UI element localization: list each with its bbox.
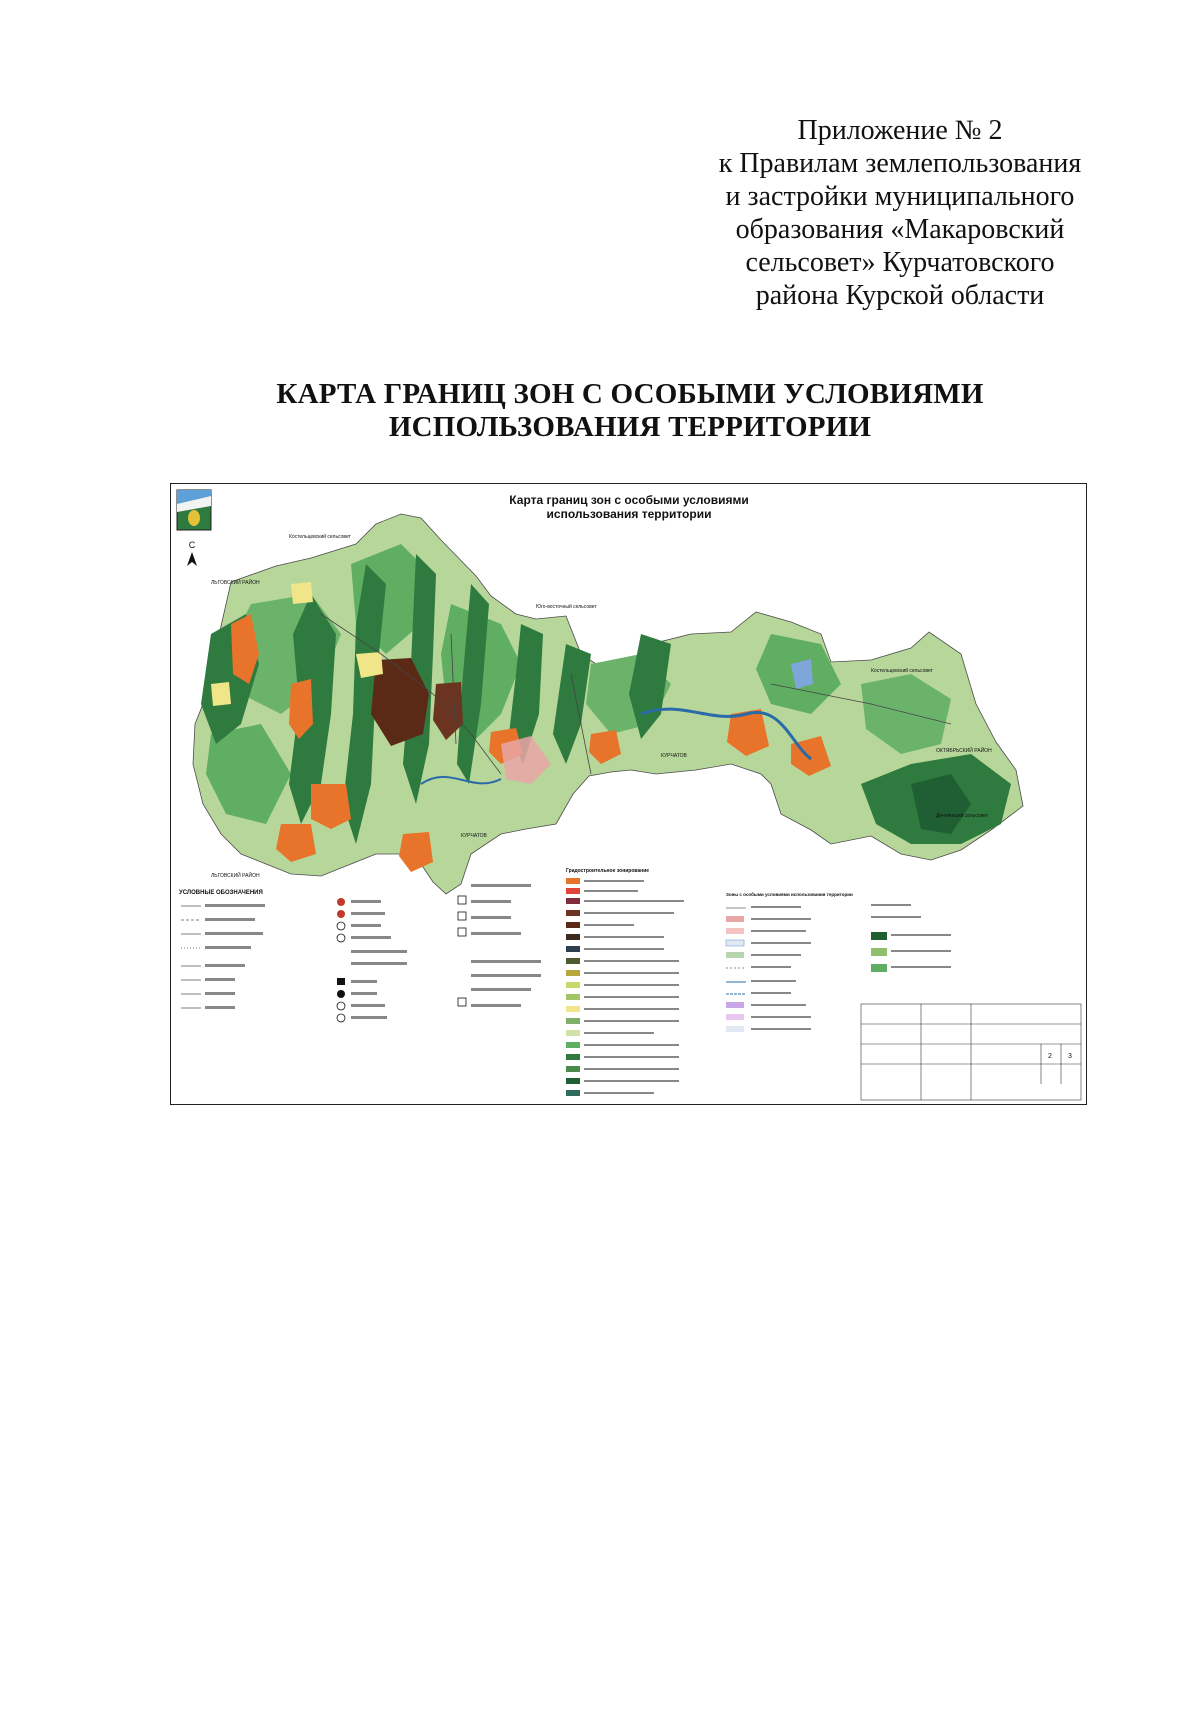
zoning-legend: [566, 868, 684, 1096]
label-kurchatov-2: КУРЧАТОВ: [461, 833, 487, 839]
stamp-sheets: 3: [1068, 1053, 1072, 1060]
appendix-note: [690, 114, 1110, 312]
map-header-line: Карта границ зон с особыми условиями: [509, 493, 749, 507]
appendix-line: Приложение № 2: [797, 115, 1003, 146]
appendix-line: и застройки муниципального: [725, 181, 1075, 212]
appendix-line: сельсовет» Курчатовского: [745, 247, 1055, 278]
appendix-line: образования «Макаровский: [735, 214, 1065, 245]
label-kostel-right: Костельцевский сельсовет: [871, 668, 933, 674]
stamp-sheet: 2: [1048, 1053, 1052, 1060]
appendix-line: района Курской области: [755, 280, 1045, 311]
title-block: [861, 1004, 1081, 1100]
label-oktyabr-raion: ОКТЯБРЬСКИЙ РАЙОН: [936, 748, 992, 754]
label-lgov-raion-bottom: ЛЬГОВСКИЙ РАЙОН: [211, 873, 260, 879]
zoning-map: [170, 483, 1087, 1105]
appendix-line: к Правилам землепользования: [718, 148, 1082, 179]
legend-heading: УСЛОВНЫЕ ОБОЗНАЧЕНИЯ: [179, 890, 263, 896]
document-title: [170, 378, 1090, 444]
legend: [179, 884, 541, 1022]
label-kurchatov-1: КУРЧАТОВ: [661, 753, 687, 759]
label-dichnyan: Дичнянский сельсовет: [936, 813, 989, 819]
label-lgov-raion-top: ЛЬГОВСКИЙ РАЙОН: [211, 580, 260, 586]
map-header-line: использования территории: [546, 507, 712, 521]
title-line: ИСПОЛЬЗОВАНИЯ ТЕРРИТОРИИ: [388, 411, 872, 443]
zouit-legend: [726, 891, 951, 1032]
zouit-heading: Зоны с особыми условиями использования территории: [726, 892, 853, 897]
label-yuzhno-sovet: Юго-восточный сельсовет: [536, 604, 597, 610]
north-arrow-icon: [187, 540, 197, 566]
coat-of-arms-icon: [177, 490, 211, 530]
title-line: КАРТА ГРАНИЦ ЗОН С ОСОБЫМИ УСЛОВИЯМИ: [276, 378, 984, 410]
territory-area: [193, 514, 1023, 894]
compass-letter: С: [188, 540, 196, 550]
label-kostel-top: Костельцевский сельсовет: [289, 534, 351, 540]
zoning-heading: Градостроительное зонирование: [566, 868, 650, 874]
